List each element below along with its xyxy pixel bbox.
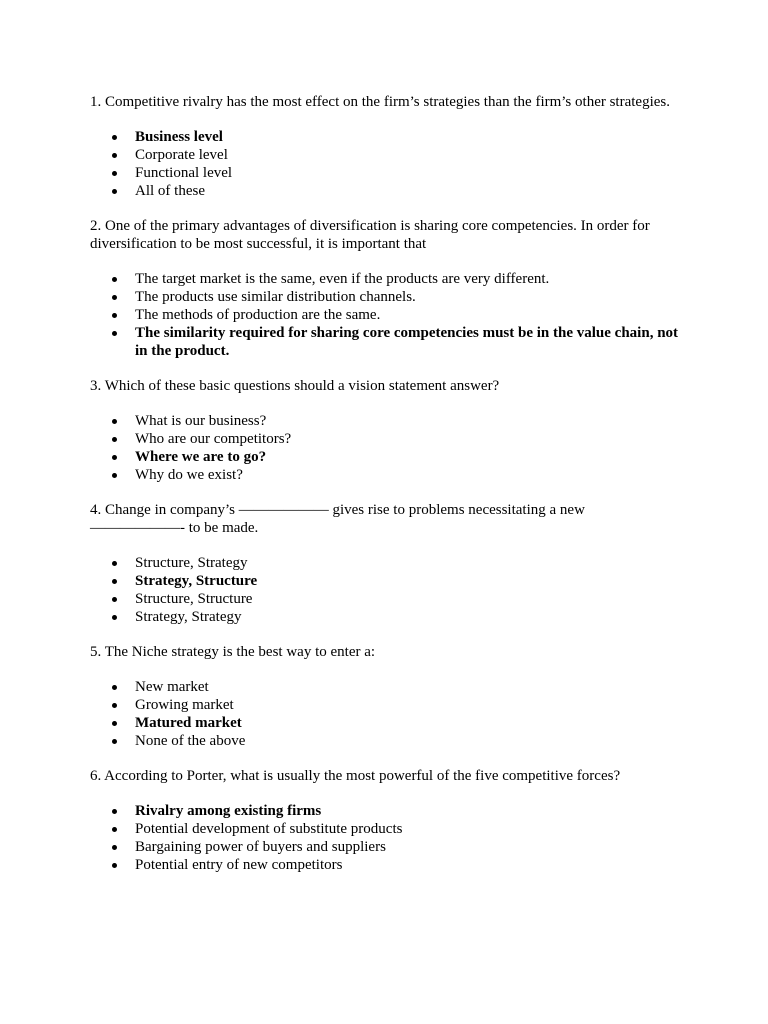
option-text: Structure, Strategy — [135, 555, 248, 571]
option-item — [90, 146, 680, 164]
option-text: Who are our competitors? — [135, 431, 292, 447]
option-item — [90, 554, 680, 572]
option-text: The target market is the same, even if the products are very different. — [135, 271, 550, 287]
option-item — [90, 714, 680, 732]
option-item — [90, 270, 680, 288]
question-text: 2. One of the primary advantages of diversification is sharing core competencies. In order for diversification to be most successful, it is important that — [90, 218, 650, 252]
option-text: Potential development of substitute products — [135, 821, 403, 837]
option-text: What is our business? — [135, 413, 267, 429]
option-item — [90, 572, 680, 590]
option-item — [90, 430, 680, 448]
option-item — [90, 802, 680, 820]
answer-options — [90, 270, 680, 360]
option-text: Corporate level — [135, 147, 228, 163]
question-2 — [90, 217, 680, 360]
option-text: The products use similar distribution channels. — [135, 289, 416, 305]
answer-options — [90, 802, 680, 874]
option-item — [90, 678, 680, 696]
option-item — [90, 182, 680, 200]
option-item — [90, 856, 680, 874]
option-text: Strategy, Structure — [135, 573, 258, 589]
option-text: Functional level — [135, 165, 233, 181]
option-text: New market — [135, 679, 209, 695]
bullet-icon — [112, 597, 117, 602]
question-4 — [90, 501, 680, 626]
option-item — [90, 448, 680, 466]
bullet-icon — [112, 809, 117, 814]
option-text: Growing market — [135, 697, 234, 713]
bullet-icon — [112, 703, 117, 708]
bullet-icon — [112, 863, 117, 868]
option-item — [90, 608, 680, 626]
option-text: Matured market — [135, 715, 242, 731]
option-item — [90, 164, 680, 182]
option-text: The similarity required for sharing core competencies must be in the value chain, not in the product. — [135, 325, 679, 359]
bullet-icon — [112, 473, 117, 478]
question-text: 1. Competitive rivalry has the most effect on the firm’s strategies than the firm’s other strategies. — [90, 94, 670, 110]
bullet-icon — [112, 455, 117, 460]
bullet-icon — [112, 277, 117, 282]
bullet-icon — [112, 615, 117, 620]
question-6 — [90, 767, 680, 874]
question-text: 5. The Niche strategy is the best way to enter a: — [90, 644, 376, 660]
option-text: Business level — [135, 129, 223, 145]
option-item — [90, 306, 680, 324]
option-item — [90, 590, 680, 608]
bullet-icon — [112, 419, 117, 424]
answer-options — [90, 678, 680, 750]
bullet-icon — [112, 721, 117, 726]
option-text: Rivalry among existing firms — [135, 803, 322, 819]
option-text: Why do we exist? — [135, 467, 243, 483]
option-text: All of these — [135, 183, 205, 199]
option-text: Potential entry of new competitors — [135, 857, 343, 873]
option-text: Strategy, Strategy — [135, 609, 242, 625]
question-text: 6. According to Porter, what is usually the most powerful of the five competitive forces? — [90, 768, 621, 784]
question-3 — [90, 377, 680, 484]
option-item — [90, 412, 680, 430]
bullet-icon — [112, 135, 117, 140]
answer-options — [90, 554, 680, 626]
option-item — [90, 466, 680, 484]
answer-options — [90, 412, 680, 484]
bullet-icon — [112, 153, 117, 158]
bullet-icon — [112, 827, 117, 832]
bullet-icon — [112, 437, 117, 442]
bullet-icon — [112, 295, 117, 300]
option-text: The methods of production are the same. — [135, 307, 381, 323]
answer-options — [90, 128, 680, 200]
bullet-icon — [112, 579, 117, 584]
option-item — [90, 838, 680, 856]
option-text: Structure, Structure — [135, 591, 253, 607]
bullet-icon — [112, 561, 117, 566]
bullet-icon — [112, 189, 117, 194]
option-item — [90, 820, 680, 838]
bullet-icon — [112, 331, 117, 336]
option-item — [90, 128, 680, 146]
question-5 — [90, 643, 680, 750]
bullet-icon — [112, 313, 117, 318]
option-text: None of the above — [135, 733, 246, 749]
option-text: Where we are to go? — [135, 449, 267, 465]
option-item — [90, 732, 680, 750]
document-page — [90, 93, 680, 891]
bullet-icon — [112, 171, 117, 176]
option-item — [90, 324, 680, 360]
option-item — [90, 288, 680, 306]
option-item — [90, 696, 680, 714]
question-text: 3. Which of these basic questions should a vision statement answer? — [90, 378, 500, 394]
option-text: Bargaining power of buyers and suppliers — [135, 839, 386, 855]
bullet-icon — [112, 739, 117, 744]
question-1 — [90, 93, 680, 200]
bullet-icon — [112, 845, 117, 850]
question-text: 4. Change in company’s —————— gives rise to problems necessitating a new ——————- to be made. — [90, 502, 585, 536]
bullet-icon — [112, 685, 117, 690]
